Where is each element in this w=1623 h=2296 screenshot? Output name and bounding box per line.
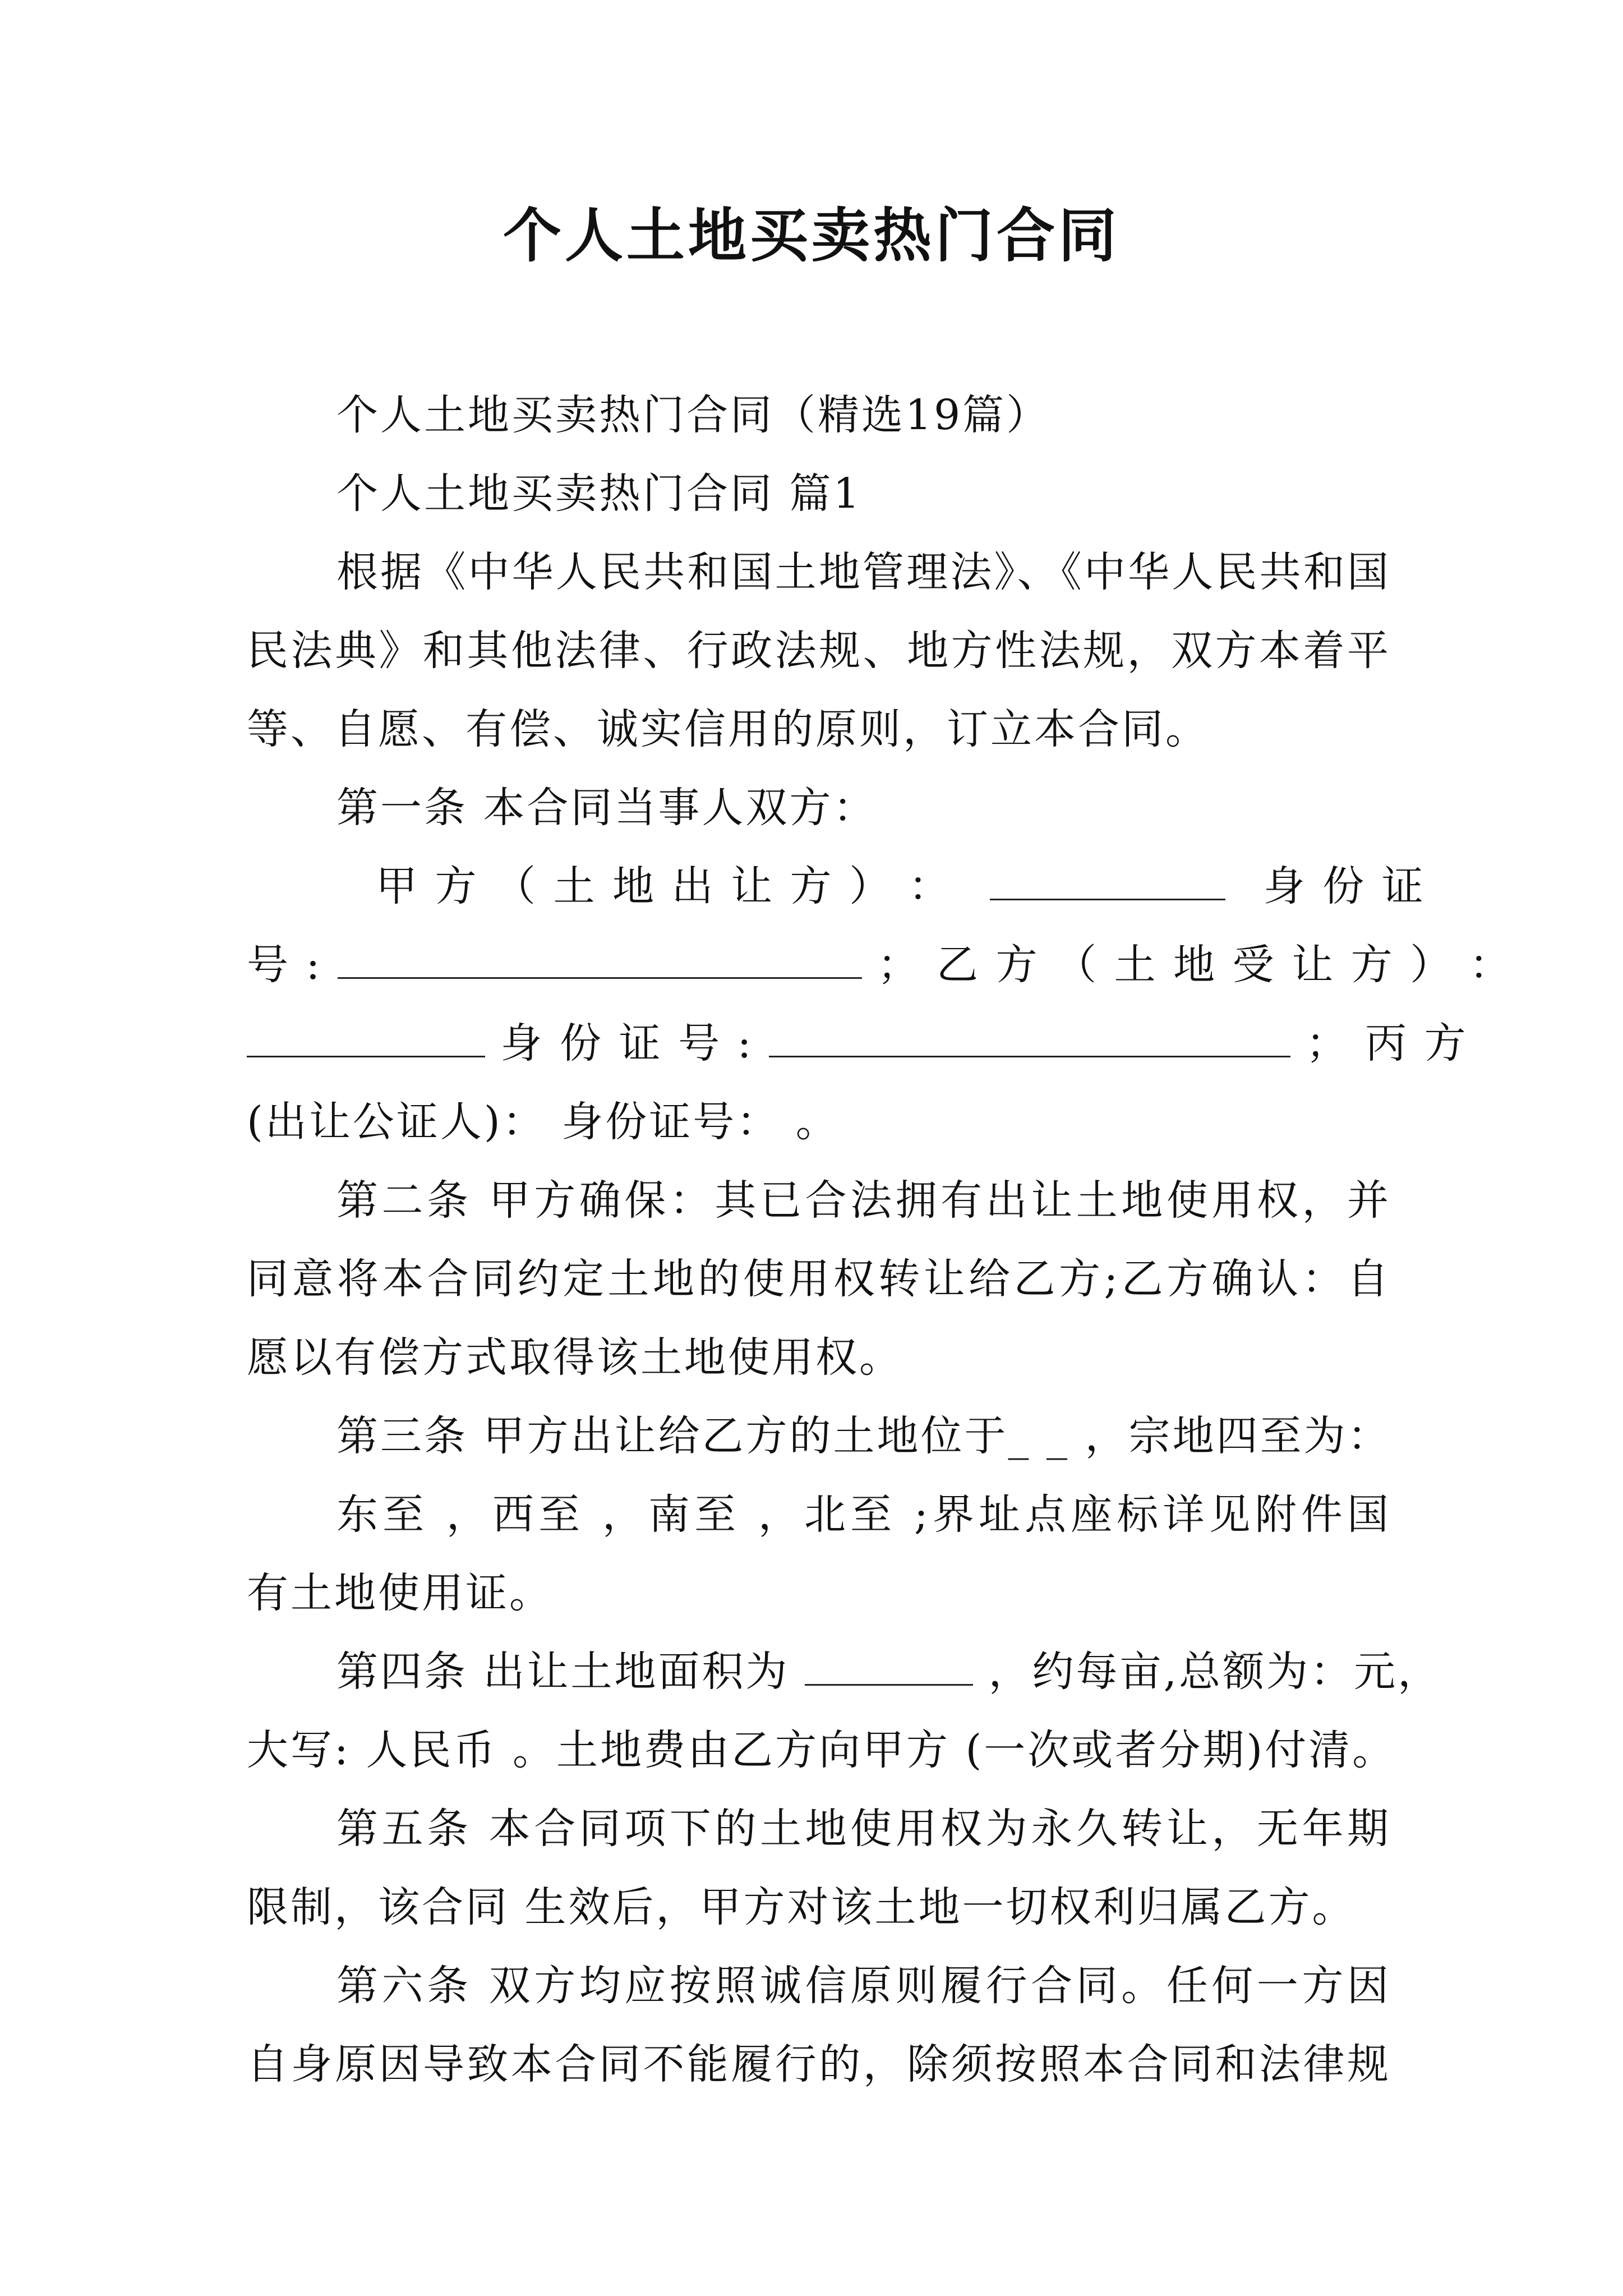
party-a-label: 甲 方 （ 土 地 出 让 方 ） ： <box>376 862 952 910</box>
article-3-line-1: 第三条 甲方出让给乙方的土地位于_ _ ，宗地四至为： <box>336 1412 1391 1460</box>
article-1-party-b-row <box>247 937 1513 993</box>
article-1-notary: (出让公证人)： 身份证号： 。 <box>247 1098 840 1146</box>
document-title: 个人土地买卖热门合同 <box>502 201 1120 270</box>
article-5-line-2: 限制，该合同 生效后，甲方对该土地一切权利归属乙方。 <box>247 1883 1356 1931</box>
id-label-1b: 号 : <box>247 941 322 989</box>
id-label-2: 身 份 证 号 : <box>500 1019 754 1068</box>
intro-line-3: 等、自愿、有偿、诚实信用的原则，订立本合同。 <box>247 705 1209 753</box>
article-4-line-2: 大写: 人民币 。土地费由乙方向甲方 (一次或者分期)付清。 <box>247 1726 1396 1774</box>
article-1-title: 第一条 本合同当事人双方： <box>336 784 877 832</box>
article-6-line-2: 自身原因导致本合同不能履行的，除须按照本合同和法律规 <box>247 2040 1391 2088</box>
article-2-line-1: 第二条 甲方确保：其已合法拥有出让土地使用权，并 <box>336 1176 1391 1225</box>
article-4-area-blank <box>805 1644 973 1686</box>
article-4-total-label: ，约每亩,总额为：元， <box>988 1648 1442 1696</box>
article-2-line-3: 愿以有偿方式取得该土地使用权。 <box>247 1333 903 1382</box>
party-b-blank <box>247 1015 485 1057</box>
section-heading: 个人土地买卖热门合同 篇1 <box>336 470 862 518</box>
article-3-line-2: 东至 ，西至 ，南至 ，北至 ;界址点座标详见附件国 <box>336 1490 1391 1539</box>
article-4-area-label: 第四条 出让土地面积为 <box>336 1648 790 1696</box>
id-number-1-blank <box>338 937 862 979</box>
article-6-line-1: 第六条 双方均应按照诚信原则履行合同。任何一方因 <box>336 1962 1391 2010</box>
party-a-blank <box>990 858 1225 900</box>
id-number-2-blank <box>769 1015 1290 1057</box>
article-1-party-a-row <box>376 858 1426 914</box>
article-2-line-2: 同意将本合同约定土地的使用权转让给乙方;乙方确认：自 <box>247 1255 1391 1303</box>
document-subtitle: 个人土地买卖热门合同（精选19篇） <box>336 391 1050 439</box>
article-1-party-c-row <box>247 1015 1468 1071</box>
intro-line-2: 民法典》和其他法律、行政法规、地方性法规，双方本着平 <box>247 627 1391 675</box>
party-c-label: ； 丙 方 <box>1306 1019 1468 1068</box>
article-3-line-3: 有土地使用证。 <box>247 1569 553 1617</box>
id-label-1: 身 份 证 <box>1263 862 1426 910</box>
article-5-line-1: 第五条 本合同项下的土地使用权为永久转让，无年期 <box>336 1805 1391 1853</box>
article-4-line-1 <box>336 1644 1442 1700</box>
intro-line-1: 根据《中华人民共和国土地管理法》、《中华人民共和国 <box>336 548 1391 596</box>
party-b-label: ； 乙 方 （ 土 地 受 让 方 ） ： <box>877 941 1513 989</box>
